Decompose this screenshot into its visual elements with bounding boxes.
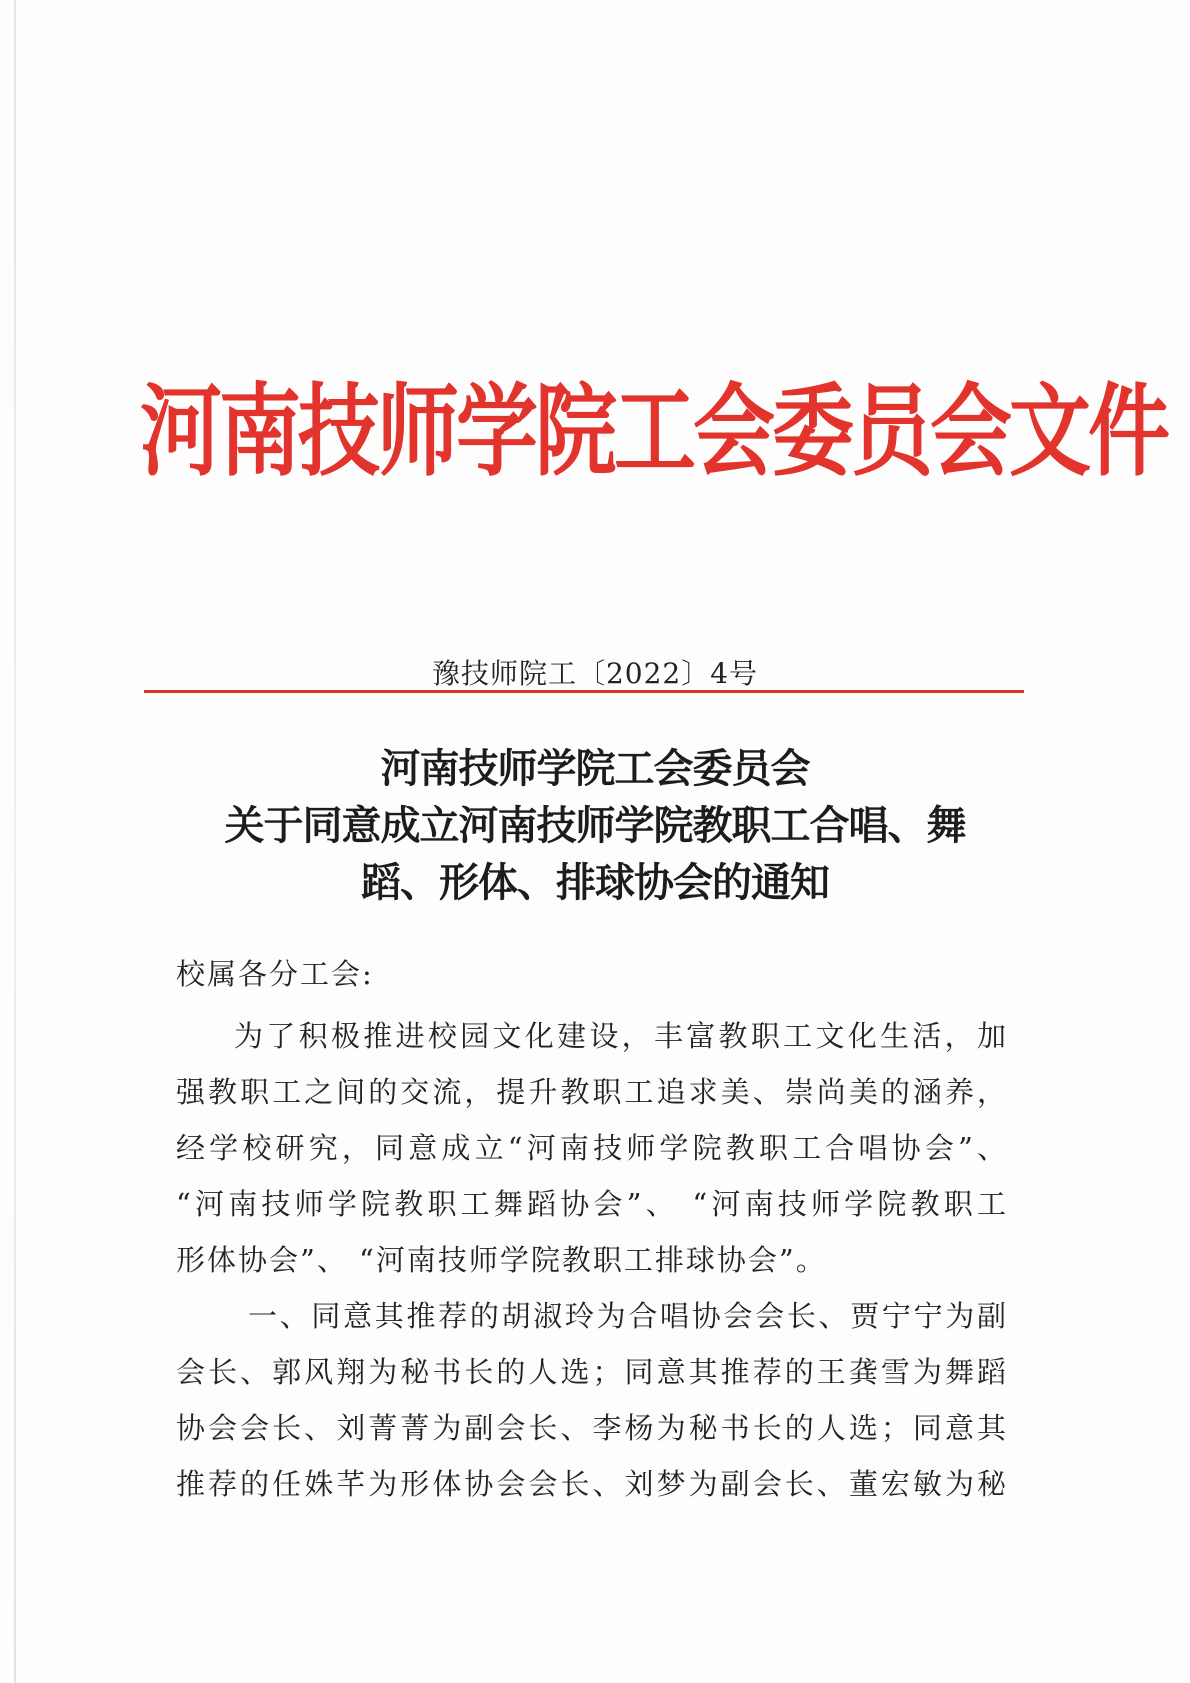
paragraph-2-line-3: 协会会长、刘菁菁为副会长、李杨为秘书长的人选；同意其	[176, 1411, 1008, 1445]
paragraph-1-line-4: “河南技师学院教职工舞蹈协会”、 “河南技师学院教职工	[176, 1187, 1008, 1221]
paragraph-2-line-2: 会长、郭风翔为秘书长的人选；同意其推荐的王龚雪为舞蹈	[176, 1355, 1008, 1389]
body-text	[176, 1008, 1008, 1512]
document-number: 豫技师院工〔2022〕4号	[431, 657, 759, 690]
paragraph-1-line-5: 形体协会”、 “河南技师学院教职工排球协会”。	[176, 1243, 827, 1277]
paragraph-2-line-1: 一、同意其推荐的胡淑玲为合唱协会会长、贾宁宁为副	[248, 1299, 1008, 1333]
notice-title-line-3: 蹈、形体、排球协会的通知	[361, 859, 829, 906]
paragraph-1-line-2: 强教职工之间的交流，提升教职工追求美、崇尚美的涵养，	[176, 1075, 1008, 1109]
masthead-title: 河南技师学院工会委员会文件	[140, 373, 1168, 491]
paragraph-1-line-1: 为了积极推进校园文化建设，丰富教职工文化生活，加	[234, 1019, 1008, 1053]
paragraph-2	[176, 1288, 1008, 1512]
salutation: 校属各分工会:	[176, 957, 374, 991]
red-divider-line	[144, 690, 1024, 693]
notice-title-line-1: 河南技师学院工会委员会	[380, 745, 810, 792]
paragraph-1	[176, 1008, 1008, 1288]
paragraph-2-line-4: 推荐的任姝芊为形体协会会长、刘梦为副会长、董宏敏为秘	[176, 1467, 1008, 1501]
scan-edge	[14, 0, 16, 1683]
paragraph-1-line-3: 经学校研究，同意成立“河南技师学院教职工合唱协会”、	[176, 1131, 1008, 1165]
notice-title-line-2: 关于同意成立河南技师学院教职工合唱、舞	[224, 802, 966, 849]
notice-title	[160, 740, 1030, 911]
